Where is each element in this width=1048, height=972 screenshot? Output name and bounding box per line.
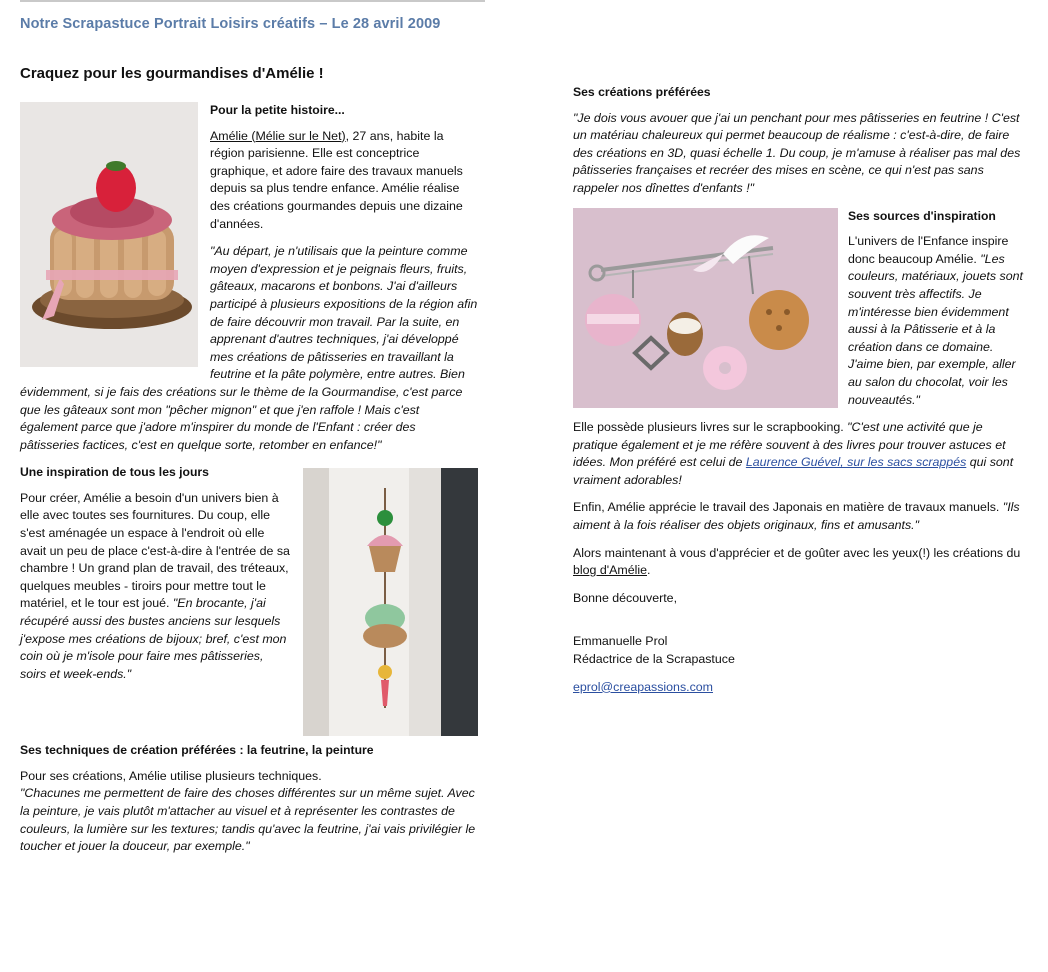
photo-brooch-macarons [573, 208, 838, 408]
email-link[interactable]: eprol@creapassions.com [573, 679, 713, 694]
heading-petite-histoire: Pour la petite histoire... [210, 103, 345, 117]
techniques-quote: "Chacunes me permettent de faire des choses différentes sur un même sujet. Avec la peinture, je vais plutôt m'attacher au visuel et à représenter les contrastes de couleurs, la lumière sur les textures; tandis qu'avec la feutrine, j'ai vais privilégier le toucher et jouer la douceur, par exemple." [20, 786, 476, 854]
signature [573, 633, 1028, 668]
photo-charlotte-cake [20, 102, 198, 367]
apprecier-paragraph-text: Alors maintenant à vous d'apprécier et de goûter avec les yeux(!) les créations du [573, 545, 1021, 560]
techniques-paragraph-text: Pour ses créations, Amélie utilise plusieurs techniques. [20, 768, 322, 783]
right-column [573, 84, 1028, 706]
signature-role: Rédactrice de la Scrapastuce [573, 652, 735, 667]
creations-quote: "Je dois vous avouer que j'ai un penchant pour mes pâtisseries en feutrine ! C'est un matériau chaleureux qui permet beaucoup de réalisme : c'est-à-dire, de faire des créations en 3D, quasi échelle 1. Du coup, je m'amuse à réaliser pas mal des pâtisseries françaises et recréer des mises en scène, ce qui n'est pas sans rappeler nos dînettes d'enfants !" [573, 110, 1021, 195]
sources-paragraph-text: L'univers de l'Enfance inspire donc beaucoup Amélie. [848, 234, 1009, 266]
apprecier-paragraph-end: . [647, 563, 651, 578]
japonais-paragraph-text: Enfin, Amélie apprécie le travail des Japonais en matière de travaux manuels. [573, 500, 1000, 515]
laurence-guevel-link[interactable]: Laurence Guével, sur les sacs scrappés [745, 455, 967, 470]
email-paragraph [573, 679, 1028, 697]
heading-inspiration-quotidienne: Une inspiration de tous les jours [20, 465, 209, 480]
japonais-paragraph [573, 499, 1028, 534]
apprecier-paragraph [573, 545, 1028, 580]
top-divider [20, 0, 485, 2]
blog-amelie-link[interactable]: blog d'Amélie [573, 563, 647, 578]
heading-sources-inspiration: Ses sources d'inspiration [848, 208, 996, 223]
inspiration-quote: "En brocante, j'ai récupéré aussi des bustes anciens sur lesquels j'expose mes créations de bijoux; bref, c'est mon coin où je m'isole pour faire mes pâtisseries, soirs et week-ends." [20, 596, 287, 681]
article-header: Notre Scrapastuce Portrait Loisirs créatifs – Le 28 avril 2009 [20, 16, 441, 32]
quote-paragraph-debut: "Au départ, je n'utilisais que la peinture comme moyen d'expression et je peignais fleurs, fruits, gâteaux, macarons et bonbons. J'ai d'ailleurs participé à plusieurs expositions de la région afin de faire découvrir mon travail. Par la suite, en apprenant d'autres techniques, j'ai développé mes créations de pâtisseries en travaillant la feutrine et la pâte polymère, entre autres. Bien évidemment, si je fais des créations sur le thème de la Gourmandise, c'est parce que les gâteaux sont mon "pêcher mignon" et que j'en raffole ! Mais c'est également parce que j'adore m'inspirer du monde de l'Enfant : créer des pâtisseries factices, c'est en quelque sorte, retomber en enfance!" [20, 244, 478, 452]
photo-hanging-cupcakes [303, 468, 478, 736]
left-column [20, 102, 478, 866]
signature-name: Emmanuelle Prol [573, 634, 668, 649]
scrapbooking-quote: "C'est une activité que je pratique également et je me réfère souvent à des livres pour trouver astuces et idées. Mon préféré est celui de [573, 420, 1006, 470]
scrapbooking-quote-end: qui sont vraiment adorables! [573, 455, 1014, 487]
japonais-quote: "Ils aiment à la fois réaliser des objets originaux, fins et amusants." [573, 500, 1020, 533]
scrapbooking-paragraph [573, 419, 1028, 489]
heading-techniques: Ses techniques de création préférées : la feutrine, la peinture [20, 743, 374, 758]
amelie-profile-link[interactable]: Amélie (Mélie sur le Net) [210, 128, 346, 143]
closing-greeting: Bonne découverte, [573, 590, 678, 605]
heading-creations-preferees: Ses créations préférées [573, 85, 711, 99]
techniques-paragraph [20, 768, 478, 856]
sources-quote: "Les couleurs, matériaux, jouets sont souvent très affectifs. Je m'intéresse bien évidemment aussi à la Pâtisserie et à la création dans ce domaine. J'aime bien, par exemple, aller au salon du chocolat, voir les nouveautés." [848, 251, 1023, 407]
scrapbooking-paragraph-text: Elle possède plusieurs livres sur le scrapbooking. [573, 420, 844, 435]
intro-paragraph-text: , 27 ans, habite la région parisienne. Elle est conceptrice graphique, et adore faire des travaux manuels depuis sa plus tendre enfance. Amélie réalise des créations gourmandes depuis une dizaine d'années. [210, 128, 463, 231]
inspiration-paragraph-text: Pour créer, Amélie a besoin d'un univers bien à elle avec toutes ses fournitures. Du coup, elle s'est aménagée un espace à l'endroit où elle avait un peu de place c'est-à-dire à l'entrée de sa chambre ! Un grand plan de travail, des tréteaux, quelques meubles - tiroirs pour mettre tout le matériel, et le tour est joué. [20, 490, 290, 611]
article-title: Craquez pour les gourmandises d'Amélie ! [20, 65, 324, 82]
